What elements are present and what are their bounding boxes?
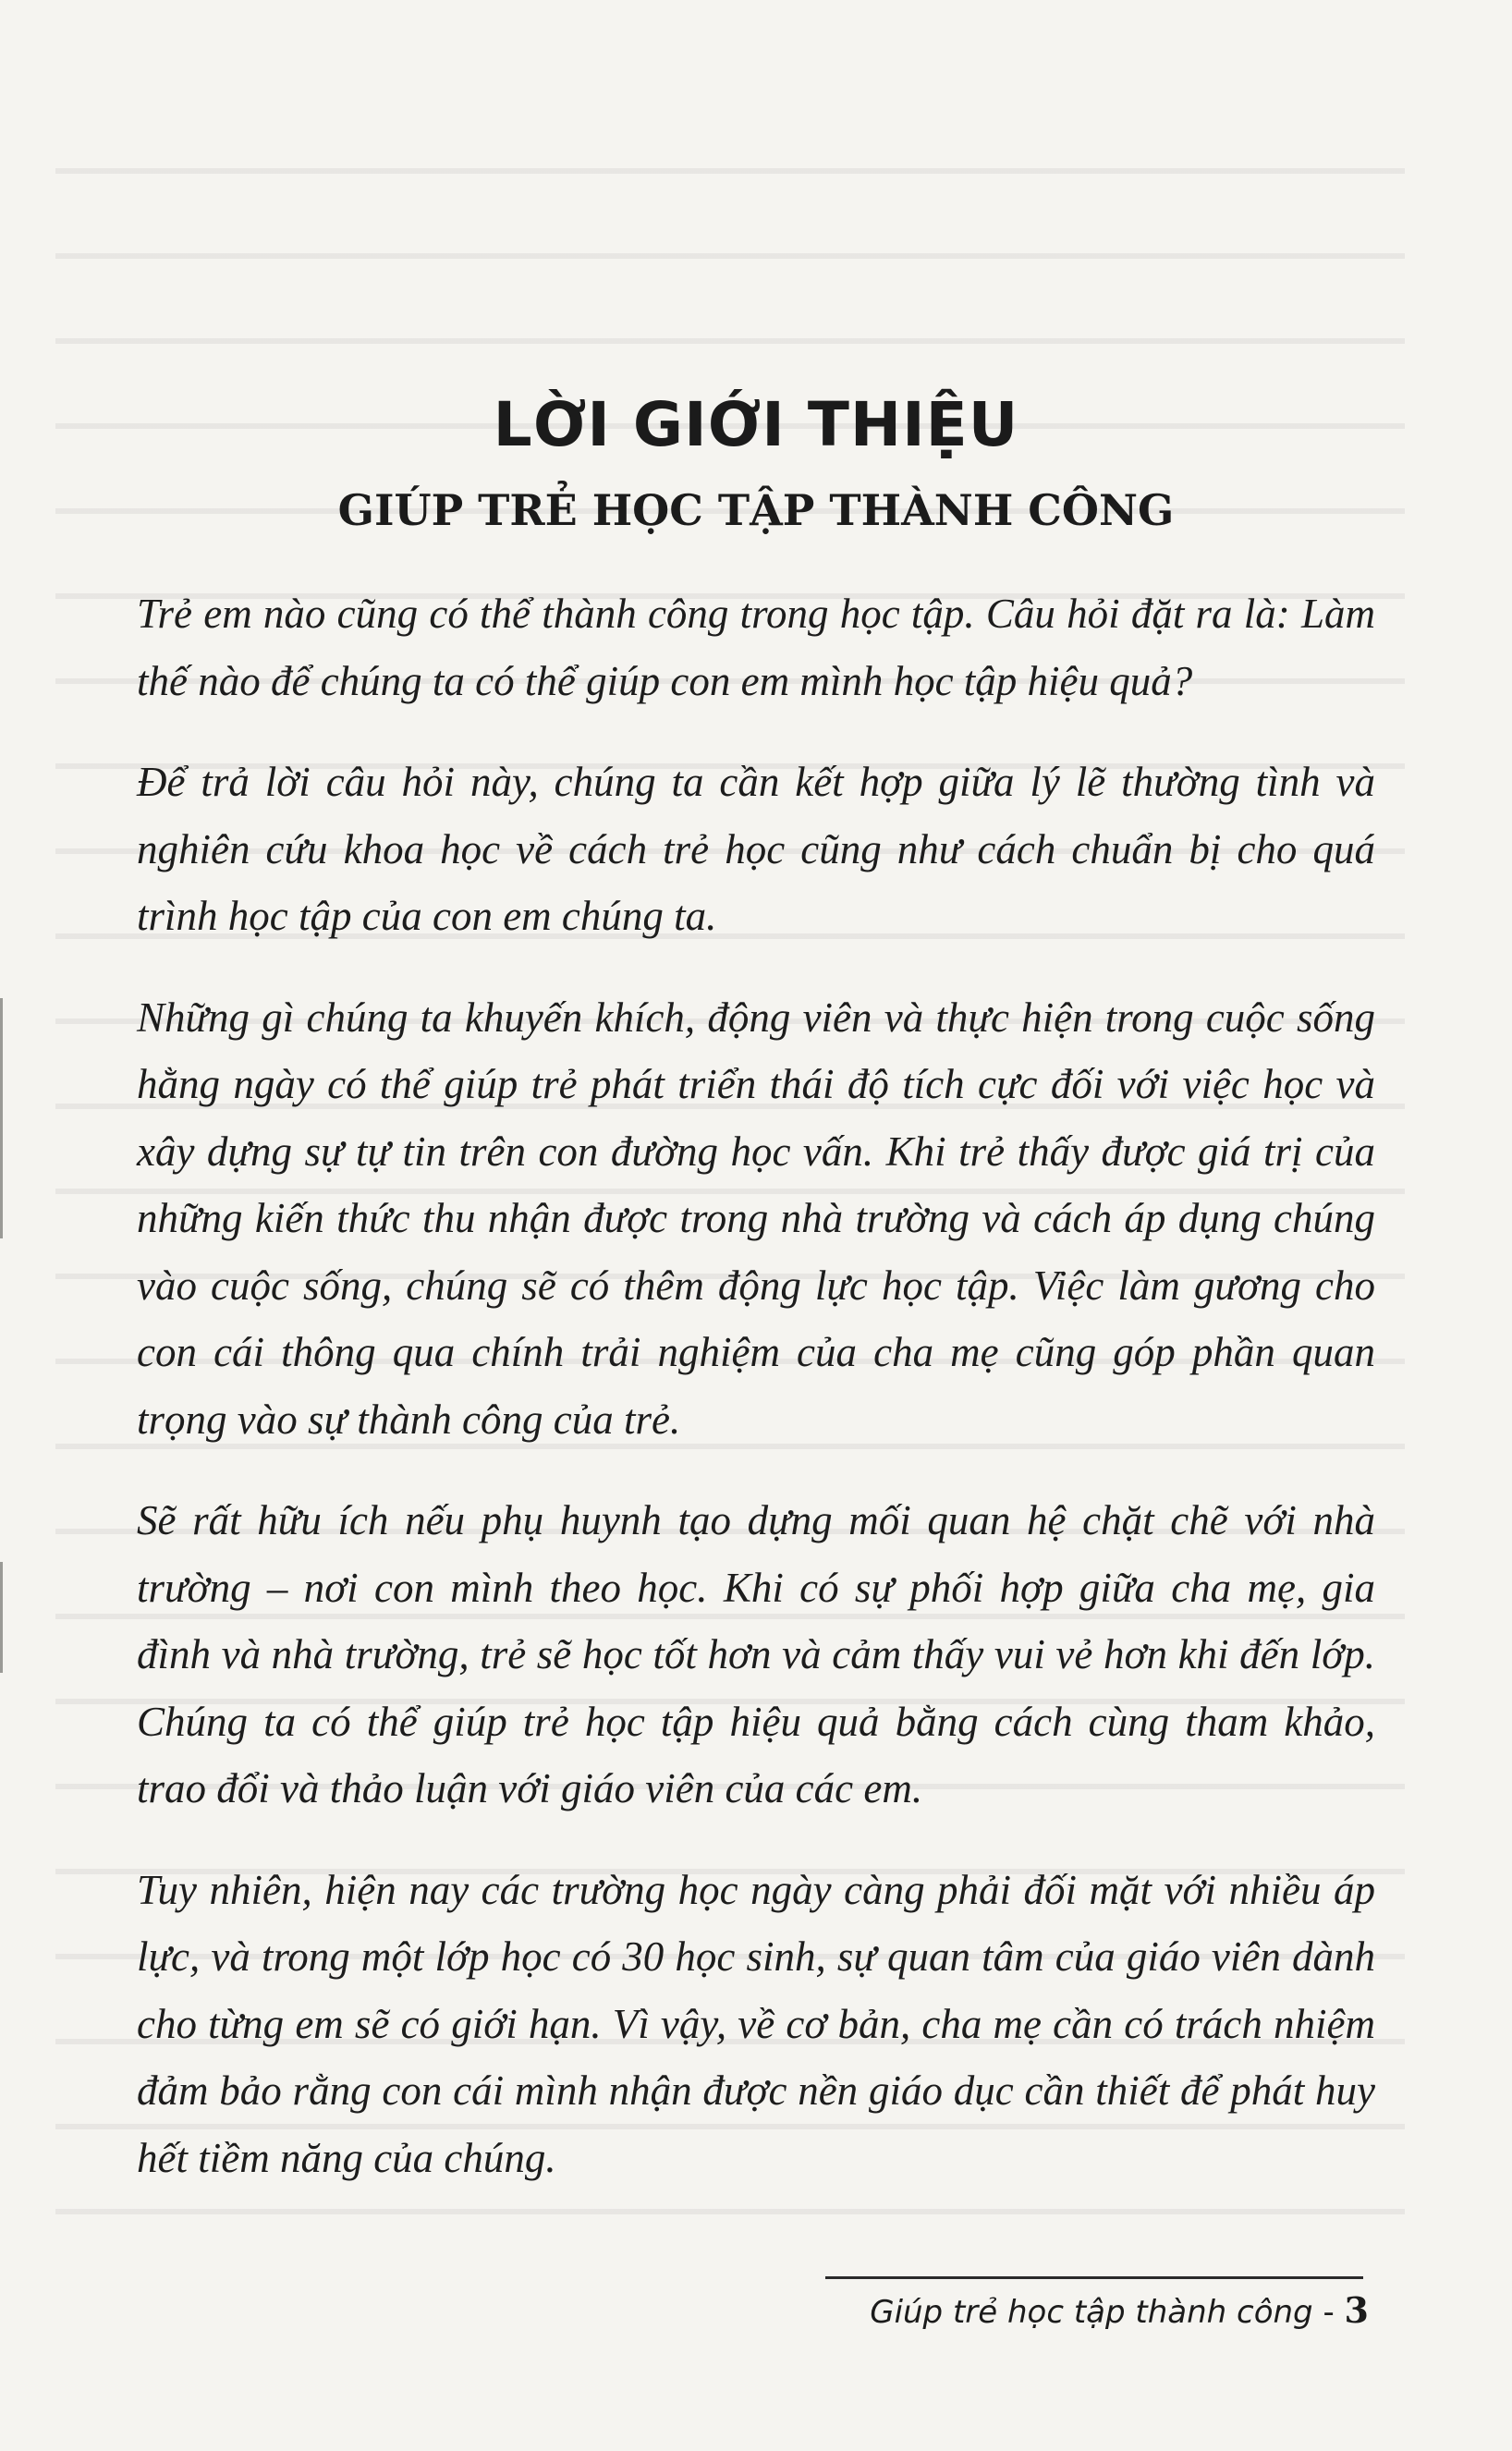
page-subtitle: GIÚP TRẺ HỌC TẬP THÀNH CÔNG (337, 485, 1175, 535)
paragraph-4: Sẽ rất hữu ích nếu phụ huynh tạo dựng mối quan hệ chặt chẽ với nhà trường – nơi con mình theo học. Khi có sự phối hợp giữa cha mẹ, gia đình và nhà trường, trẻ sẽ học tốt hơn và cảm thấy vui vẻ hơn khi đến lớp. Chúng ta có thể giúp trẻ học tập hiệu quả bằng cách cùng tham khảo, trao đổi và thảo luận với giáo viên của các em. (137, 1497, 1375, 1811)
page-number: 3 (1344, 2289, 1369, 2331)
page-title: LỜI GIỚI THIỆU (493, 389, 1019, 460)
paragraph-2: Để trả lời câu hỏi này, chúng ta cần kết hợp giữa lý lẽ thường tình và nghiên cứu khoa học về cách trẻ học cũng như cách chuẩn bị cho quá trình học tập của con em chúng ta. (137, 759, 1375, 939)
page-edge-mark (0, 1562, 3, 1673)
paragraph-5: Tuy nhiên, hiện nay các trường học ngày càng phải đối mặt với nhiều áp lực, và trong một lớp học có 30 học sinh, sự quan tâm của giáo viên dành cho từng em sẽ có giới hạn. Vì vậy, về cơ bản, cha mẹ cần có trách nhiệm đảm bảo rằng con cái mình nhận được nền giáo dục cần thiết để phát huy hết tiềm năng của chúng. (137, 1866, 1375, 2181)
paragraph-1: Trẻ em nào cũng có thể thành công trong học tập. Câu hỏi đặt ra là: Làm thế nào để chúng ta có thể giúp con em mình học tập hiệu quả? (137, 591, 1375, 704)
footer-book-title: Giúp trẻ học tập thành công (870, 2294, 1313, 2331)
paragraph-3: Những gì chúng ta khuyến khích, động viên và thực hiện trong cuộc sống hằng ngày có thể giúp trẻ phát triển thái độ tích cực đối với việc học và xây dựng sự tự tin trên con đường học vấn. Khi trẻ thấy được giá trị của những kiến thức thu nhận được trong nhà trường và cách áp dụng chúng vào cuộc sống, chúng sẽ có thêm động lực học tập. Việc làm gương cho con cái thông qua chính trải nghiệm của cha mẹ cũng góp phần quan trọng vào sự thành công của trẻ. (137, 994, 1375, 1443)
page-edge-mark (0, 998, 3, 1238)
footer-separator: - (1323, 2294, 1335, 2331)
running-footer (870, 2290, 1369, 2333)
introduction-body (137, 580, 1375, 2225)
footer-rule (825, 2276, 1363, 2279)
